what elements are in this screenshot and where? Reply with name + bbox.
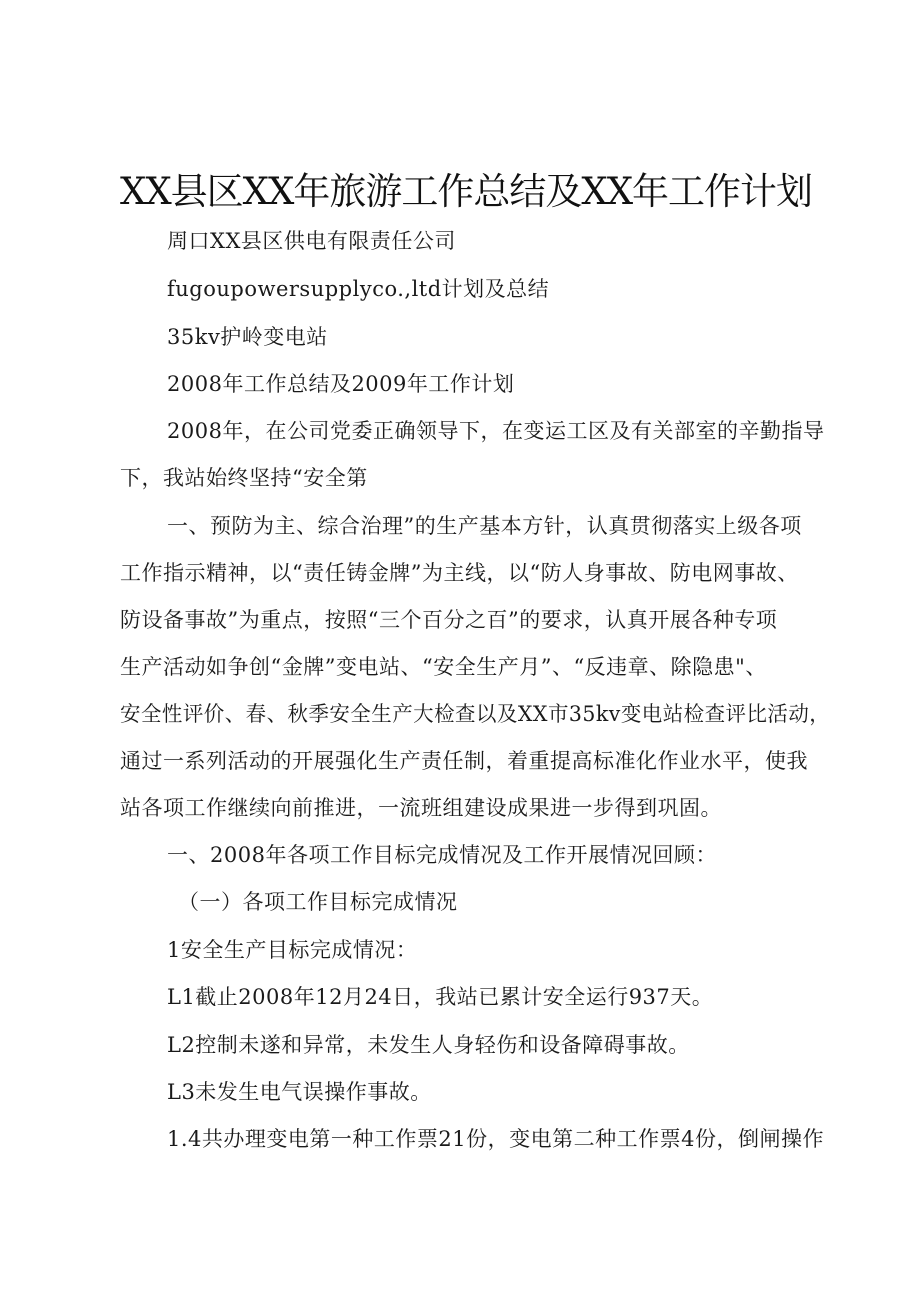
list-item: 1安全生产目标完成情况：: [167, 938, 418, 962]
company-english-name: fugoupowersupplyco.,ltd计划及总结: [167, 277, 550, 301]
paragraph-line: 一、预防为主、综合治理”的生产基本方针，认真贯彻落实上级各项: [167, 514, 802, 538]
paragraph-line: 安全性评价、春、秋季安全生产大检查以及XX市35kv变电站检查评比活动，: [120, 702, 831, 726]
company-name: 周口XX县区供电有限责任公司: [167, 229, 456, 253]
paragraph-line: 通过一系列活动的开展强化生产责任制，着重提高标准化作业水平，使我: [120, 749, 808, 773]
paragraph-line: 站各项工作继续向前推进，一流班组建设成果进一步得到巩固。: [120, 796, 722, 820]
paragraph-line: 工作指示精神，以“责任铸金牌”为主线，以“防人身事故、防电网事故、: [120, 561, 799, 585]
list-item: L3未发生电气误操作事故。: [167, 1080, 432, 1104]
intro-line-1: 2008年，在公司党委正确领导下，在变运工区及有关部室的辛勤指导: [167, 419, 825, 443]
paragraph-line: 防设备事故”为重点，按照“三个百分之百”的要求，认真开展各种专项: [120, 608, 778, 632]
report-subtitle: 2008年工作总结及2009年工作计划: [167, 372, 515, 396]
list-item: L1截止2008年12月24日，我站已累计安全运行937天。: [167, 985, 714, 1009]
intro-line-2: 下，我站始终坚持“安全第: [120, 466, 368, 490]
section-heading: 一、2008年各项工作目标完成情况及工作开展情况回顾：: [167, 843, 717, 867]
list-item: L2控制未遂和异常，未发生人身轻伤和设备障碍事故。: [167, 1033, 690, 1057]
list-item: 1.4共办理变电第一种工作票21份，变电第二种工作票4份，倒闸操作: [167, 1127, 824, 1151]
subsection-heading: （一）各项工作目标完成情况: [178, 890, 458, 914]
paragraph-line: 生产活动如争创“金牌”变电站、“安全生产月”、“反违章、除隐患"、: [120, 655, 767, 679]
station-name: 35kv护岭变电站: [167, 325, 328, 349]
document-title: XX县区XX年旅游工作总结及XX年工作计划: [120, 170, 813, 213]
